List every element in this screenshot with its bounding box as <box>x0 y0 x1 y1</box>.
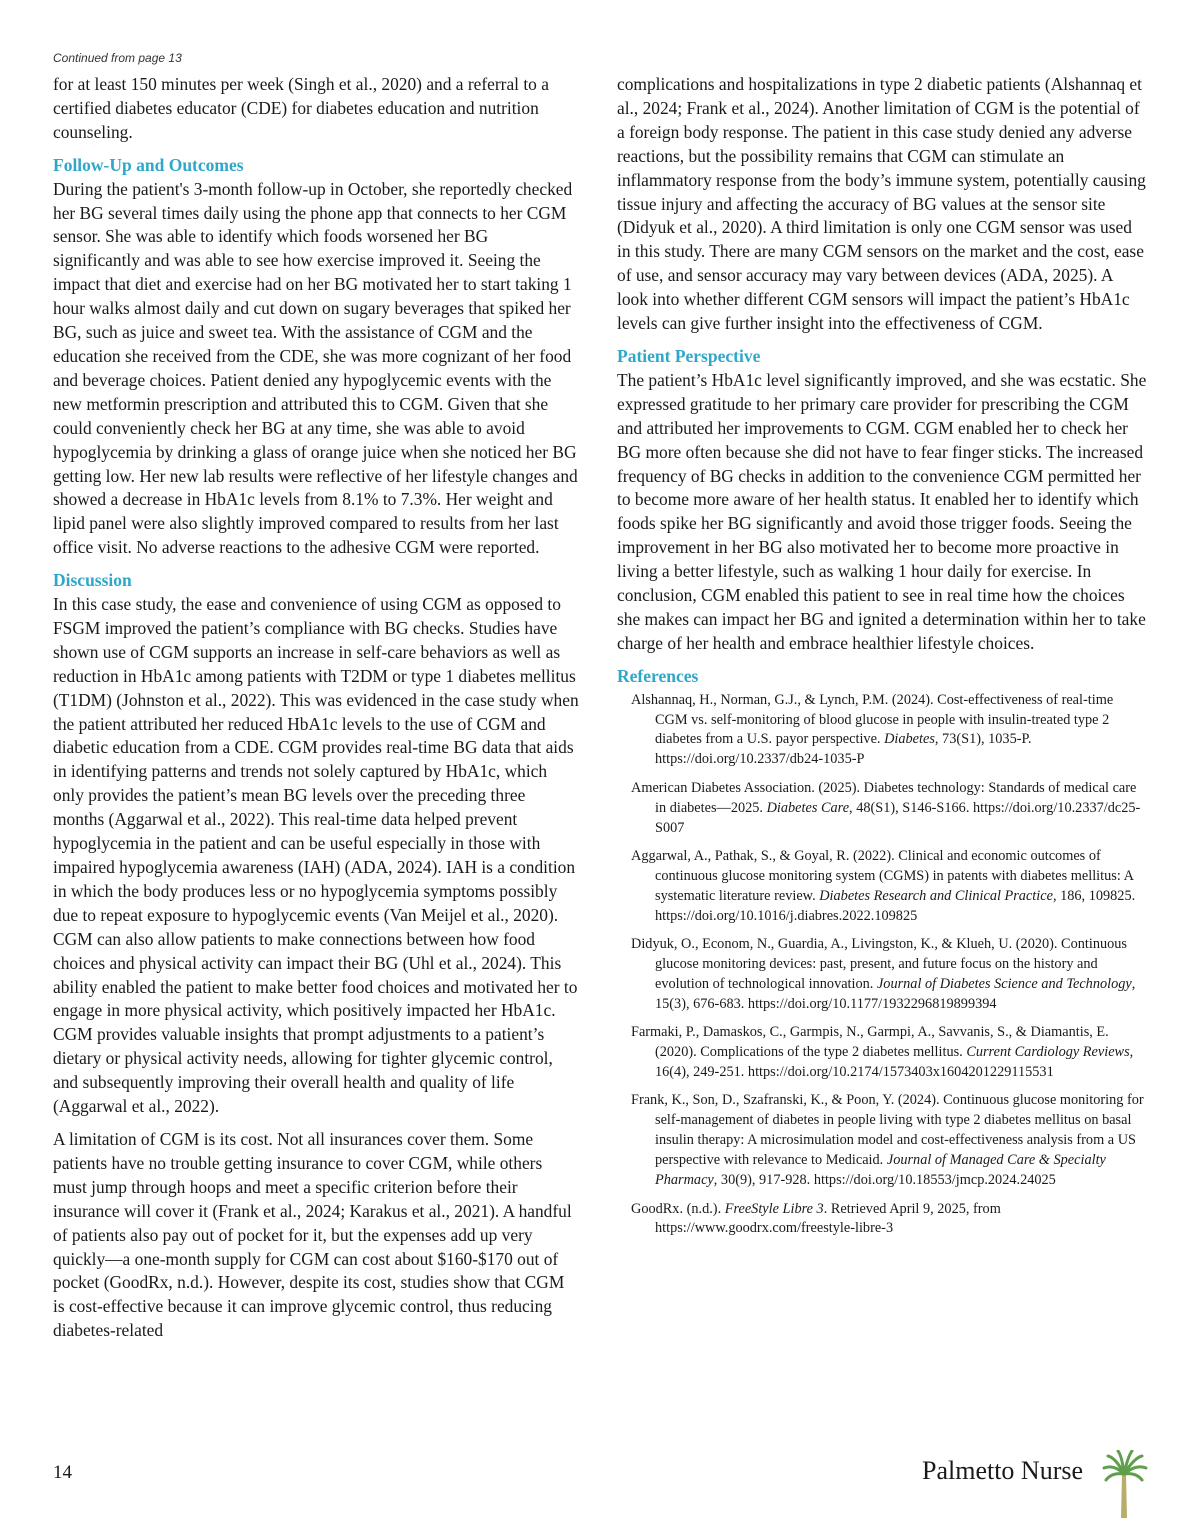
reference-item: Alshannaq, H., Norman, G.J., & Lynch, P.M. (2024). Cost-effectiveness of real-time CGM vs. self-monitoring of blood glucose in people with insulin-treated type 2 diabetes from a U.S. payor perspective. Diabetes, 73(S1), 1035-P. https://doi.org/10.2337/db24-1035-P <box>631 691 1114 768</box>
continued-note: Continued from page 13 <box>53 51 182 65</box>
discussion-paragraph-2: A limitation of CGM is its cost. Not all insurances cover them. Some patients have no trouble getting insurance to cover CGM, while others must jump through hoops and meet a specific criterion before their insurance will cover it (Frank et al., 2024; Karakus et al., 2021). A handful of patients also pay out of pocket for it, but the expenses add up very quickly—a one-month supply for CGM can cost about $160-$170 out of pocket (GoodRx, n.d.). However, despite its cost, studies show that CGM is cost-effective because it can improve glycemic control, thus reducing diabetes-related <box>53 1128 572 1341</box>
references-list <box>617 691 1147 1240</box>
left-column <box>53 73 579 1343</box>
references-heading: References <box>617 665 699 686</box>
followup-heading: Follow-Up and Outcomes <box>53 154 244 175</box>
reference-item: Farmaki, P., Damaskos, C., Garmpis, N., Garmpi, A., Savvanis, S., & Diamantis, E. (2020). Complications of the type 2 diabetes mellitus. Current Cardiology Reviews, 16(4), 249-251. https://doi.org/10.2174/1573403x1604201229115531 <box>631 1024 1134 1081</box>
publication-name: Palmetto Nurse <box>922 1456 1084 1485</box>
followup-paragraph: During the patient's 3-month follow-up in October, she reportedly checked her BG several times daily using the phone app that connects to her CGM sensor. She was able to identify which foods worsened her BG significantly and was able to see how exercise improved it. Seeing the impact that diet and exercise had on her BG motivated her to start taking 1 hour walks almost daily and cut down on sugary beverages that spiked her BG, such as juice and sweet tea. With the assistance of CGM and the education she received from the CDE, she was more cognizant of her food and beverage choices. Patient denied any hypoglycemic events with the new metformin prescription and attributed this to CGM. Given that she could conveniently check her BG at any time, she was able to avoid hypoglycemia by drinking a glass of orange juice when she noticed her BG getting low. Her new lab results were reflective of her lifestyle changes and showed a decrease in HbA1c levels from 8.1% to 7.3%. Her weight and lipid panel were also slightly improved compared to results from her last office visit. No adverse reactions to the adhesive CGM were reported. <box>53 178 578 558</box>
discussion-heading: Discussion <box>53 570 132 591</box>
discussion-paragraph-1: In this case study, the ease and convenience of using CGM as opposed to FSGM improved the patient’s compliance with BG checks. Studies have shown use of CGM supports an increase in self-care behaviors as well as reduction in HbA1c among patients with T2DM or type 1 diabetes mellitus (T1DM) (Johnston et al., 2022). This was evidenced in the case study when the patient attributed her reduced HbA1c levels to the use of CGM and diabetic education from a CDE. CGM provides real-time BG data that aids in identifying patterns and trends not solely captured by HbA1c, which only provides the patient’s mean BG levels over the preceding three months (Aggarwal et al., 2022). This real-time data helped prevent hypoglycemia in the patient and can be useful especially in those with impaired hypoglycemia awareness (IAH) (ADA, 2024). IAH is a condition in which the body produces less or no hypoglycemia symptoms possibly due to repeat exposure to hypoglycemic events (Van Meijel et al., 2020). CGM can also allow patients to make connections between how food choices and physical activity can impact their BG (Uhl et al., 2024). This ability enabled the patient to make better food choices and motivated her to engage in more physical activity, which positively impacted her HbA1c. CGM provides valuable insights that prompt adjustments to a patient’s dietary or physical activity needs, allowing for tighter glycemic control, and subsequently improving their overall health and quality of life (Aggarwal et al., 2022). <box>53 594 579 1117</box>
reference-item: Frank, K., Son, D., Szafranski, K., & Poon, Y. (2024). Continuous glucose monitoring for self-management of diabetes in people living with type 2 diabetes mellitus on basal insulin therapy: A microsimulation model and cost-effectiveness analysis from a US perspective with relevance to Medicaid. Journal of Managed Care & Specialty Pharmacy, 30(9), 917-928. https://doi.org/10.18553/jmcp.2024.24025 <box>631 1092 1144 1189</box>
palmetto-tree-icon <box>1100 1450 1148 1520</box>
reference-item: GoodRx. (n.d.). FreeStyle Libre 3. Retrieved April 9, 2025, from https://www.goodrx.com/freestyle-libre-3 <box>631 1200 1001 1237</box>
perspective-heading: Patient Perspective <box>617 345 761 366</box>
continuation-paragraph: complications and hospitalizations in type 2 diabetic patients (Alshannaq et al., 2024; Frank et al., 2024). Another limitation of CGM is the potential of a foreign body response. The patient in this case study denied any adverse reactions, but the possibility remains that CGM can stimulate an inflammatory response from the body’s immune system, potentially causing tissue injury and affecting the accuracy of BG values at the sensor site (Didyuk et al., 2020). A third limitation is only one CGM sensor was used in this study. There are many CGM sensors on the market and the cost, ease of use, and sensor accuracy may vary between devices (ADA, 2025). A look into whether different CGM sensors will impact the patient’s HbA1c levels can give further insight into the effectiveness of CGM. <box>617 74 1146 334</box>
reference-item: American Diabetes Association. (2025). Diabetes technology: Standards of medical care in diabetes—2025. Diabetes Care, 48(S1), S146-S166. https://doi.org/10.2337/dc25-S007 <box>631 779 1141 836</box>
perspective-paragraph: The patient’s HbA1c level significantly improved, and she was ecstatic. She expressed gratitude to her primary care provider for prescribing the CGM and attributed her improvements to CGM. CGM enabled her to check her BG more often because she did not have to fear finger sticks. The increased frequency of BG checks in addition to the convenience CGM permitted her to become more aware of her health status. It enabled her to identify which foods spike her BG significantly and avoid those trigger foods. Seeing the improvement in her BG also motivated her to become more proactive in living a better lifestyle, such as walking 1 hour daily for exercise. In conclusion, CGM enabled this patient to see in real time how the choices she makes can impact her BG and ignited a determination within her to take charge of her health and embrace healthier lifestyle choices. <box>617 369 1147 653</box>
reference-item: Aggarwal, A., Pathak, S., & Goyal, R. (2022). Clinical and economic outcomes of continuous glucose monitoring system (CGMS) in patents with diabetes mellitus: A systematic literature review. Diabetes Research and Clinical Practice, 186, 109825. https://doi.org/10.1016/j.diabres.2022.109825 <box>631 848 1136 924</box>
intro-paragraph: for at least 150 minutes per week (Singh et al., 2020) and a referral to a certified diabetes educator (CDE) for diabetes education and nutrition counseling. <box>53 74 549 142</box>
reference-item: Didyuk, O., Econom, N., Guardia, A., Livingston, K., & Klueh, U. (2020). Continuous glucose monitoring devices: past, present, and future focus on the history and evolution of technological innovation. Journal of Diabetes Science and Technology, 15(3), 676-683. https://doi.org/10.1177/1932296819899394 <box>631 936 1136 1012</box>
page-number: 14 <box>53 1462 72 1483</box>
right-column <box>617 73 1147 1248</box>
